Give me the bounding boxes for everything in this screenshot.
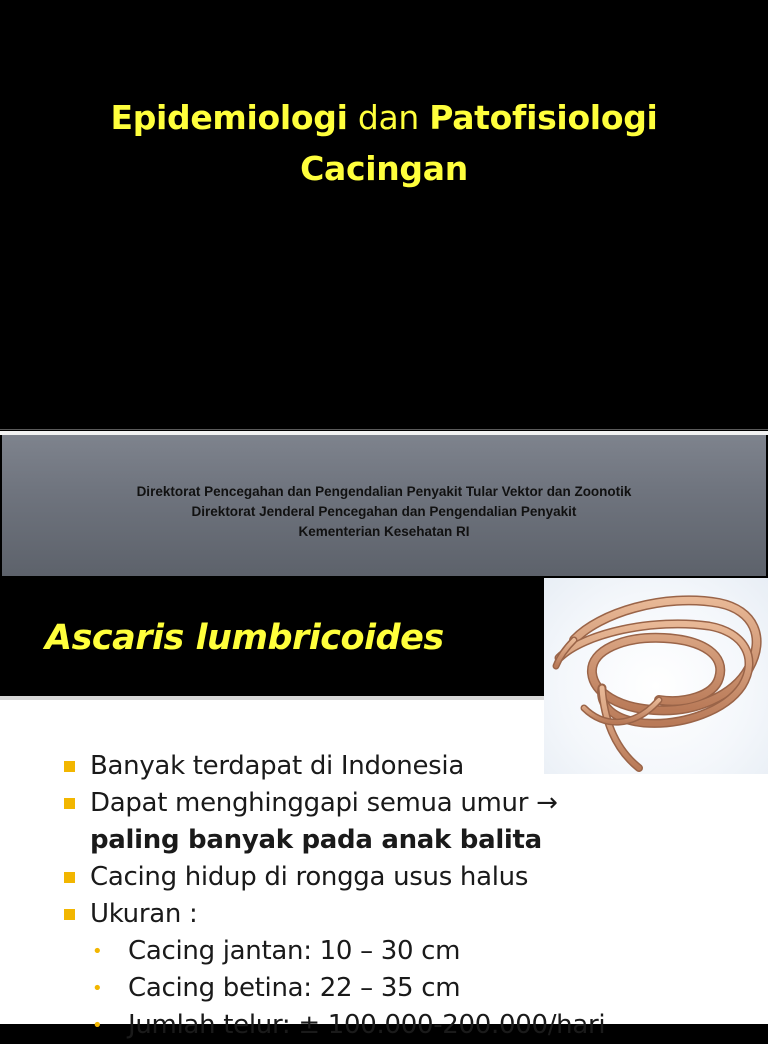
bullet-list — [62, 748, 742, 1044]
content-slide — [0, 578, 768, 1040]
sub-bullet-item: • Cacing jantan: 10 – 30 cm — [62, 933, 742, 970]
bullet-square-icon — [64, 872, 75, 883]
bullet-emphasis: paling banyak pada anak balita — [90, 825, 542, 855]
subtitle-line-ministry: Kementerian Kesehatan RI — [298, 523, 470, 539]
bullet-item: Cacing hidup di rongga usus halus — [62, 859, 742, 896]
bullet-dot-icon: • — [92, 941, 103, 962]
bullet-dot-icon: • — [92, 1015, 103, 1036]
bullet-dot-icon: • — [92, 978, 103, 999]
bullet-square-icon — [64, 798, 75, 809]
slide-title — [40, 92, 728, 194]
sub-bullet-item: • Jumlah telur: ± 100.000-200.000/hari — [62, 1007, 742, 1044]
slide-title-line1: Epidemiologi dan Patofisiologi — [110, 98, 658, 137]
bullet-square-icon — [64, 909, 75, 920]
subtitle-line-directorate-general: Direktorat Jenderal Pencegahan dan Pengendalian Penyakit — [191, 503, 577, 519]
bullet-square-icon — [64, 761, 75, 772]
divider-line — [0, 429, 768, 430]
roundworm-icon — [544, 578, 768, 774]
arrow-right-icon: → — [536, 788, 558, 818]
bullet-item: Banyak terdapat di Indonesia — [62, 748, 742, 785]
slide-title-line2: Cacingan — [300, 149, 468, 188]
roundworm-photo — [544, 578, 768, 774]
subtitle-band — [2, 435, 766, 576]
slide-heading: Ascaris lumbricoides — [45, 618, 444, 658]
bullet-item: Dapat menghinggapi semua umur → paling banyak pada anak balita — [62, 785, 742, 859]
bullet-item: Ukuran : — [62, 896, 742, 933]
subtitle-line-directorate: Direktorat Pencegahan dan Pengendalian Penyakit Tular Vektor dan Zoonotik — [136, 483, 632, 499]
sub-bullet-item: • Cacing betina: 22 – 35 cm — [62, 970, 742, 1007]
